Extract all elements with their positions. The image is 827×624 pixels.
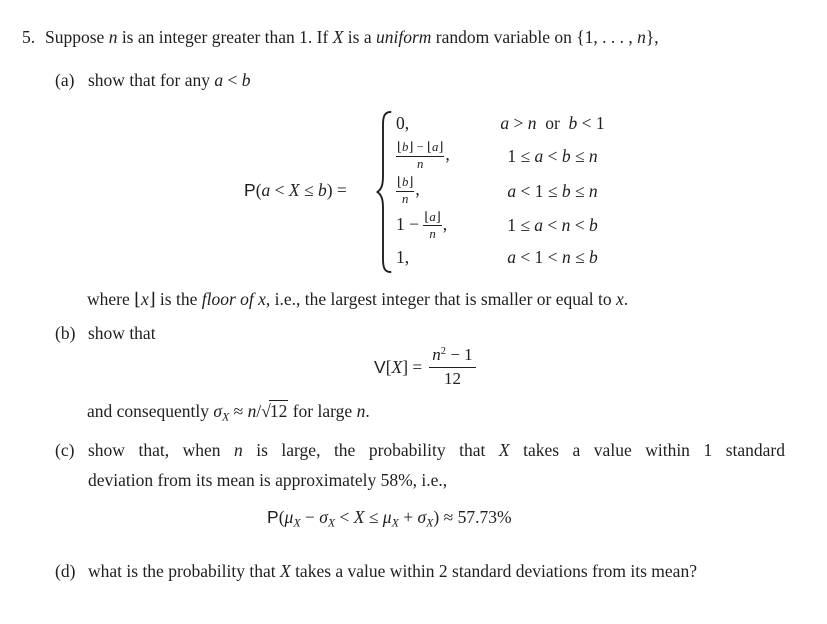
consequently-note: and consequently σX ≈ n/√12 for large n. [87, 401, 370, 424]
part-d-question: what is the probability that X takes a value within 2 standard deviations from its mean? [88, 561, 697, 581]
problem-intro-line [22, 27, 782, 48]
case-condition: a > n or b < 1 [500, 112, 605, 133]
case-row-1 [396, 108, 633, 138]
part-b-prompt: show that [88, 323, 156, 343]
part-a-row [55, 70, 251, 91]
case-row-4 [396, 208, 633, 243]
part-a-prompt: show that for any a < b [88, 70, 251, 90]
case-condition: 1 ≤ a < n < b [507, 215, 598, 235]
case-condition: a < 1 < n ≤ b [507, 247, 598, 267]
part-d-row [55, 561, 697, 582]
case-value: 1 − $\frac{⌊a⌋}{n}$ , [396, 209, 448, 241]
part-a-label: (a) [55, 70, 75, 90]
case-condition: 1 ≤ a < b ≤ n [507, 145, 598, 166]
part-b-row [55, 323, 156, 344]
left-curly-brace [376, 110, 392, 279]
case-row-2 [396, 138, 633, 174]
case-value: $\frac{⌊b⌋ - ⌊a⌋}{n}$ , [397, 140, 450, 172]
cases-equation [244, 108, 636, 278]
cases-equation-lhs: P(a < X ≤ b) = [244, 180, 347, 200]
part-c-text-line1: show that, when n is large, the probability that X takes a value within 1 standard [88, 440, 785, 460]
part-b-label: (b) [55, 323, 76, 343]
floor-definition-note: where ⌊x⌋ is the floor of x, i.e., the largest integer that is smaller or equal to x. [87, 289, 629, 309]
fraction: $\frac{⌊a⌋}{n}$ [424, 209, 441, 241]
part-d-label: (d) [55, 561, 76, 581]
problem-number: 5. [22, 27, 36, 47]
problem-intro-text: Suppose n is an integer greater than 1. If X is a uniform random variable on {1, . . . , n}, [45, 27, 659, 47]
probability-equation: P(μX − σX < X ≤ μX + σX) ≈ 57.73% [267, 507, 512, 530]
case-value: 0, [396, 112, 410, 133]
case-row-3 [396, 174, 633, 208]
case-value: 1, [396, 247, 410, 267]
fraction: $\frac{⌊b⌋ - ⌊a⌋}{n}$ [397, 140, 444, 172]
case-condition: a < 1 ≤ b ≤ n [507, 180, 598, 201]
variance-equation-lhs: V[X] = [374, 356, 423, 377]
case-value: $\frac{⌊b⌋}{n}$ , [397, 175, 420, 207]
cases-rows [396, 108, 633, 272]
fraction: $\frac{⌊b⌋}{n}$ [397, 175, 414, 207]
part-c-text-line2: deviation from its mean is approximately 58%, i.e., [88, 470, 448, 490]
variance-fraction: $\frac{n^2 - 1}{12}$ [429, 345, 475, 390]
part-c-label: (c) [55, 440, 75, 460]
variance-equation [374, 343, 476, 391]
case-row-5 [396, 243, 633, 272]
